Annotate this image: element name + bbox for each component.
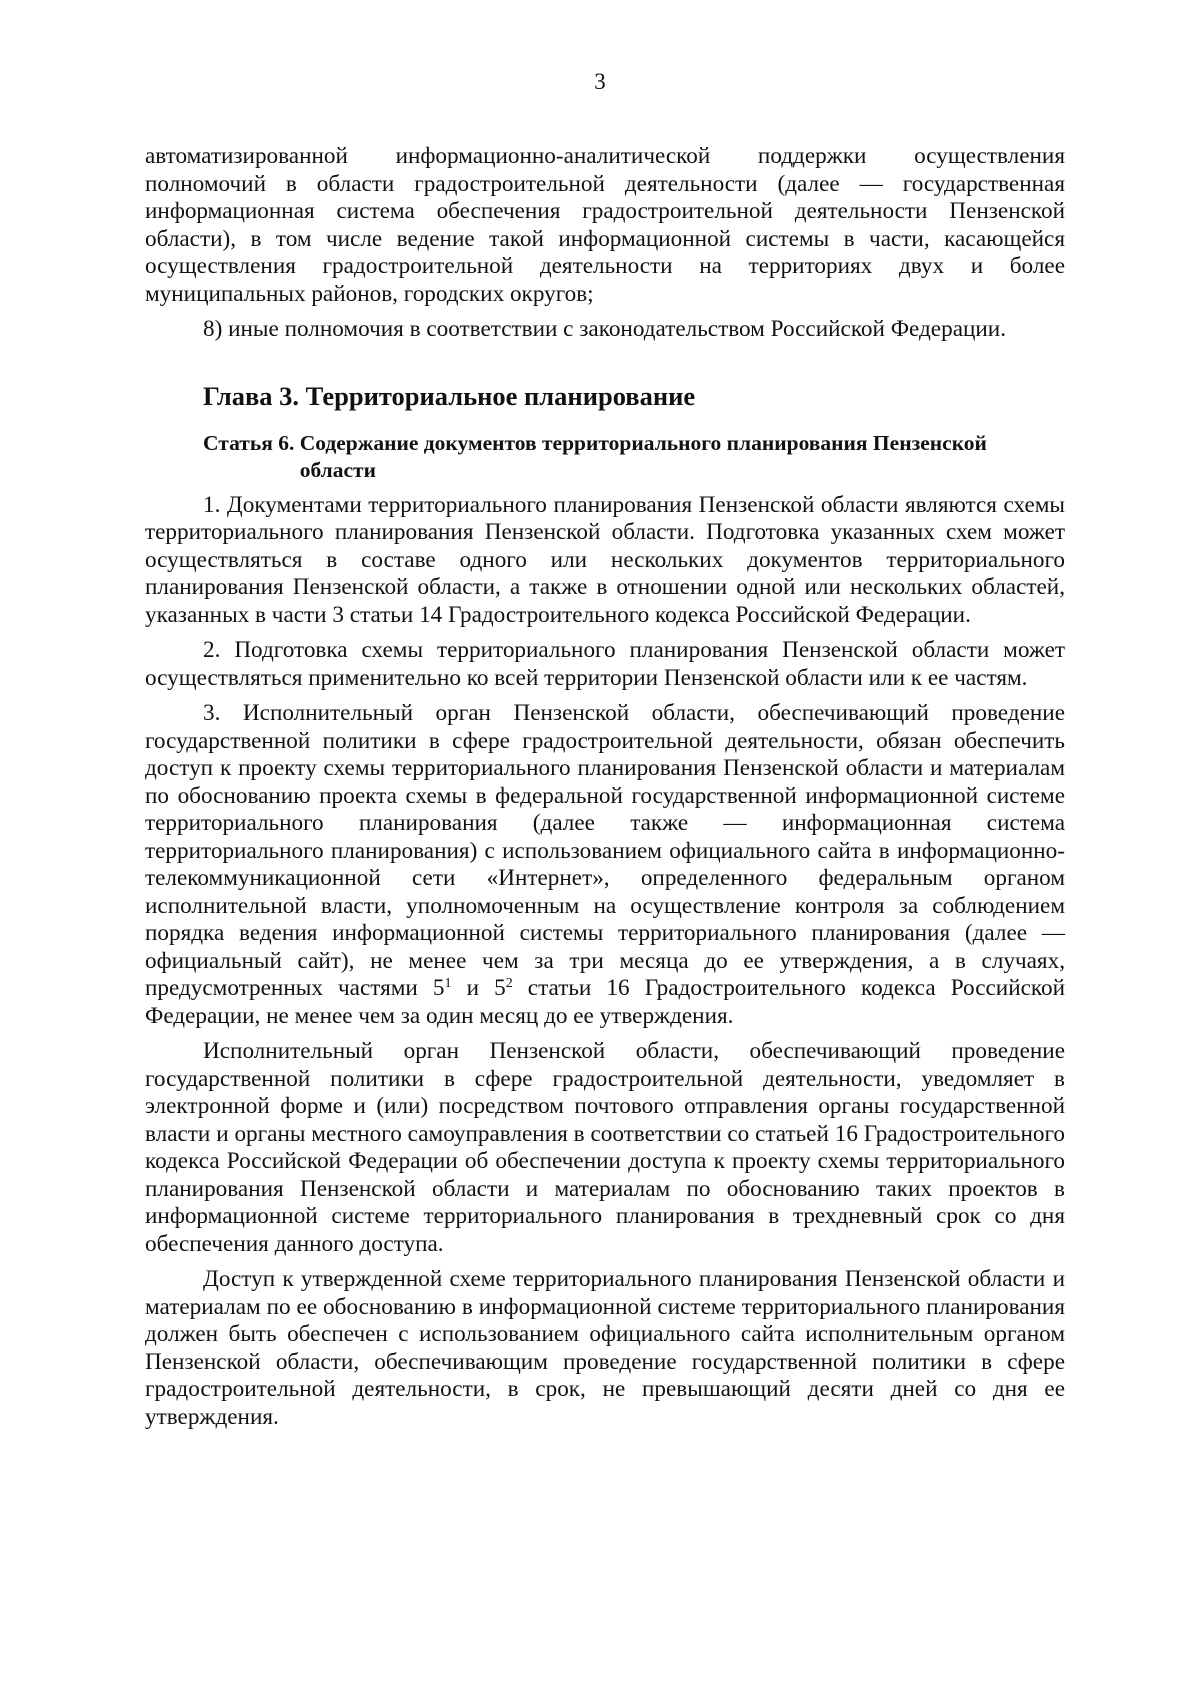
paragraph-continuation: автоматизированной информационно-аналитической поддержки осуществления полномочий в области градостроительной деятельности (далее — государственная информационная система обеспечения градостроительной деятельности Пензенской области), в том числе ведение такой информационной системы в части, касающейся осуществления градостроительной деятельности на территориях двух и более муниципальных районов, городских округов; [145, 143, 1065, 307]
paragraph-1: 1. Документами территориального планирования Пензенской области являются схемы территориального планирования Пензенской области. Подготовка указанных схем может осуществляться в составе одного или нескольких документов территориального планирования Пензенской области, а также в отношении одной или нескольких областей, указанных в части 3 статьи 14 Градостроительного кодекса Российской Федерации. [145, 491, 1065, 628]
article-title: Содержание документов территориального планирования Пензенской области [299, 430, 987, 482]
document-body [145, 143, 1065, 1431]
paragraph-3-text-b: и 5 [451, 975, 506, 1001]
article-number: Статья 6. [203, 430, 300, 455]
paragraph-3-text-a: 3. Исполнительный орган Пензенской области, обеспечивающий проведение государственной политики в сфере градостроительной деятельности, обязан обеспечить доступ к проекту схемы территориального планирования Пензенской области и материалам по обоснованию проекта схемы в федеральной государственной информационной системе территориального планирования (далее также — информационная система территориального планирования) с использованием официального сайта в информационно-телекоммуникационной сети «Интернет», определенного федеральным органом исполнительной власти, уполномоченным на осуществление контроля за соблюдением порядка ведения информационной системы территориального планирования (далее — официальный сайт), не менее чем за три месяца до ее утверждения, а в случаях, предусмотренных частями 5 [145, 700, 1065, 1001]
page-number: 3 [594, 69, 606, 94]
superscript-2: 2 [505, 976, 513, 991]
paragraph-3-text-c: статьи 16 Градостроительного кодекса Российской Федерации, не менее чем за один месяц до ее утверждения. [145, 975, 1065, 1029]
paragraph-5: Доступ к утвержденной схеме территориального планирования Пензенской области и материалам по ее обоснованию в информационной системе территориального планирования должен быть обеспечен с использованием официального сайта исполнительным органом Пензенской области, обеспечивающим проведение государственной политики в сфере градостроительной деятельности, в срок, не превышающий десяти дней со дня ее утверждения. [145, 1266, 1065, 1430]
paragraph-item-8: 8) иные полномочия в соответствии с законодательством Российской Федерации. [203, 316, 1007, 342]
paragraph-2: 2. Подготовка схемы территориального планирования Пензенской области может осуществляться применительно ко всей территории Пензенской области или к ее частям. [145, 637, 1065, 691]
paragraph-4: Исполнительный орган Пензенской области, обеспечивающий проведение государственной политики в сфере градостроительной деятельности, уведомляет в электронной форме и (или) посредством почтового отправления органы государственной власти и органы местного самоуправления в соответствии со статьей 16 Градостроительного кодекса Российской Федерации об обеспечении доступа к проекту схемы территориального планирования Пензенской области и материалам по обоснованию таких проектов в информационной системе территориального планирования в трехдневный срок со дня обеспечения данного доступа. [145, 1038, 1065, 1257]
paragraph-3 [145, 700, 1065, 1030]
superscript-1: 1 [444, 976, 452, 991]
chapter-heading: Глава 3. Территориальное планирование [203, 380, 696, 411]
article-heading [145, 430, 1065, 484]
